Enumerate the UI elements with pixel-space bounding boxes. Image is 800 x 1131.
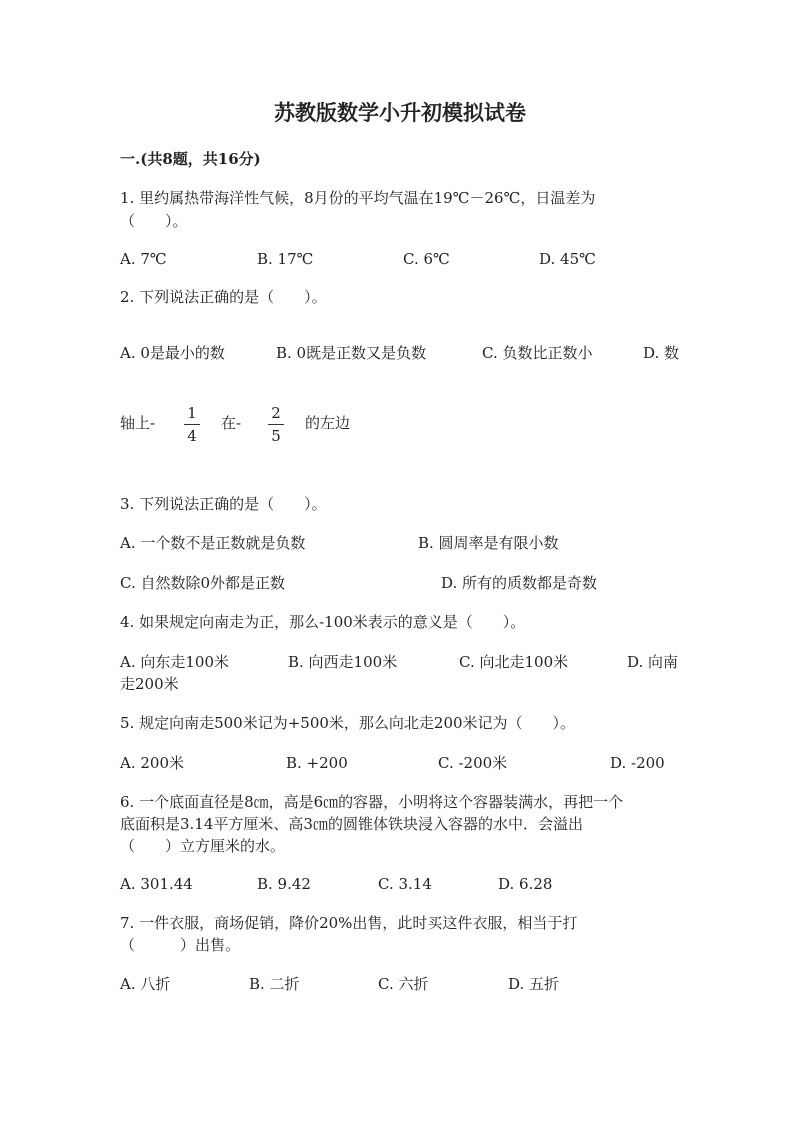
question-7-option-c: C. 六折 xyxy=(378,975,429,993)
question-4-option-b: B. 向西走100米 xyxy=(288,653,398,671)
question-5-option-c: C. -200米 xyxy=(438,754,508,772)
question-4-option-a: A. 向东走100米 xyxy=(120,653,229,671)
question-1-option-b: B. 17℃ xyxy=(257,250,314,268)
question-6-option-a: A. 301.44 xyxy=(120,875,193,893)
fraction-numerator: 1 xyxy=(187,404,197,422)
question-5-option-d: D. -200 xyxy=(610,754,665,772)
question-6-option-c: C. 3.14 xyxy=(378,875,432,893)
question-7-option-a: A. 八折 xyxy=(120,975,171,993)
fraction-denominator: 5 xyxy=(271,427,281,445)
question-4-option-c: C. 向北走100米 xyxy=(459,653,569,671)
question-5-option-a: A. 200米 xyxy=(120,754,184,772)
question-5-option-b: B. +200 xyxy=(286,754,348,772)
question-3-option-a: A. 一个数不是正数就是负数 xyxy=(120,534,306,552)
question-7-option-d: D. 五折 xyxy=(508,975,560,993)
question-3-option-c: C. 自然数除0外都是正数 xyxy=(120,574,286,592)
question-6-option-d: D. 6.28 xyxy=(498,875,553,893)
question-3-option-b: B. 圆周率是有限小数 xyxy=(418,534,559,552)
question-2-option-b: B. 0既是正数又是负数 xyxy=(276,344,427,362)
fraction-denominator: 4 xyxy=(187,427,197,445)
question-4-option-d-end: 走200米 xyxy=(120,675,179,693)
question-2-option-d-start: D. 数 xyxy=(643,344,680,362)
question-4-option-d-start: D. 向南 xyxy=(627,653,679,671)
question-3-option-d: D. 所有的质数都是奇数 xyxy=(441,574,598,592)
question-1-option-a: A. 7℃ xyxy=(120,250,167,268)
fraction-numerator: 2 xyxy=(271,404,281,422)
question-2-option-d-middle: 在- xyxy=(221,414,242,432)
question-4-stem: 4. 如果规定向南走为正，那么-100米表示的意义是（ ）。 xyxy=(120,613,526,631)
question-1-option-d: D. 45℃ xyxy=(539,250,596,268)
question-6-stem-line2: 底面积是3.14平方厘米、高3㎝的圆锥体铁块浸入容器的水中．会溢出 xyxy=(120,815,583,833)
question-7-stem-line2: （ ）出售。 xyxy=(120,936,241,954)
question-5-stem: 5. 规定向南走500米记为+500米，那么向北走200米记为（ ）。 xyxy=(120,714,576,732)
fraction-one-quarter xyxy=(180,404,204,445)
question-7-option-b: B. 二折 xyxy=(249,975,300,993)
question-2-option-c: C. 负数比正数小 xyxy=(482,344,593,362)
question-6-option-b: B. 9.42 xyxy=(257,875,311,893)
page-title: 苏教版数学小升初模拟试卷 xyxy=(274,100,526,125)
question-6-stem-line3: （ ）立方厘米的水。 xyxy=(120,837,286,855)
question-1-stem-line1: 1. 里约属热带海洋性气候，8月份的平均气温在19℃－26℃，日温差为 xyxy=(120,189,596,207)
question-7-stem-line1: 7. 一件衣服，商场促销，降价20%出售，此时买这件衣服，相当于打 xyxy=(120,914,578,932)
question-3-stem: 3. 下列说法正确的是（ ）。 xyxy=(120,495,327,513)
section-heading: 一.(共8题，共16分) xyxy=(120,150,261,168)
question-1-option-c: C. 6℃ xyxy=(403,250,450,268)
fraction-two-fifths xyxy=(264,404,288,445)
question-2-option-a: A. 0是最小的数 xyxy=(120,344,225,362)
question-1-stem-line2: （ ）。 xyxy=(120,212,188,230)
question-2-option-d-suffix: 的左边 xyxy=(305,414,351,432)
question-2-stem: 2. 下列说法正确的是（ ）。 xyxy=(120,288,327,306)
question-2-option-d-prefix: 轴上- xyxy=(120,414,156,432)
question-6-stem-line1: 6. 一个底面直径是8㎝，高是6㎝的容器，小明将这个容器装满水，再把一个 xyxy=(120,793,624,811)
